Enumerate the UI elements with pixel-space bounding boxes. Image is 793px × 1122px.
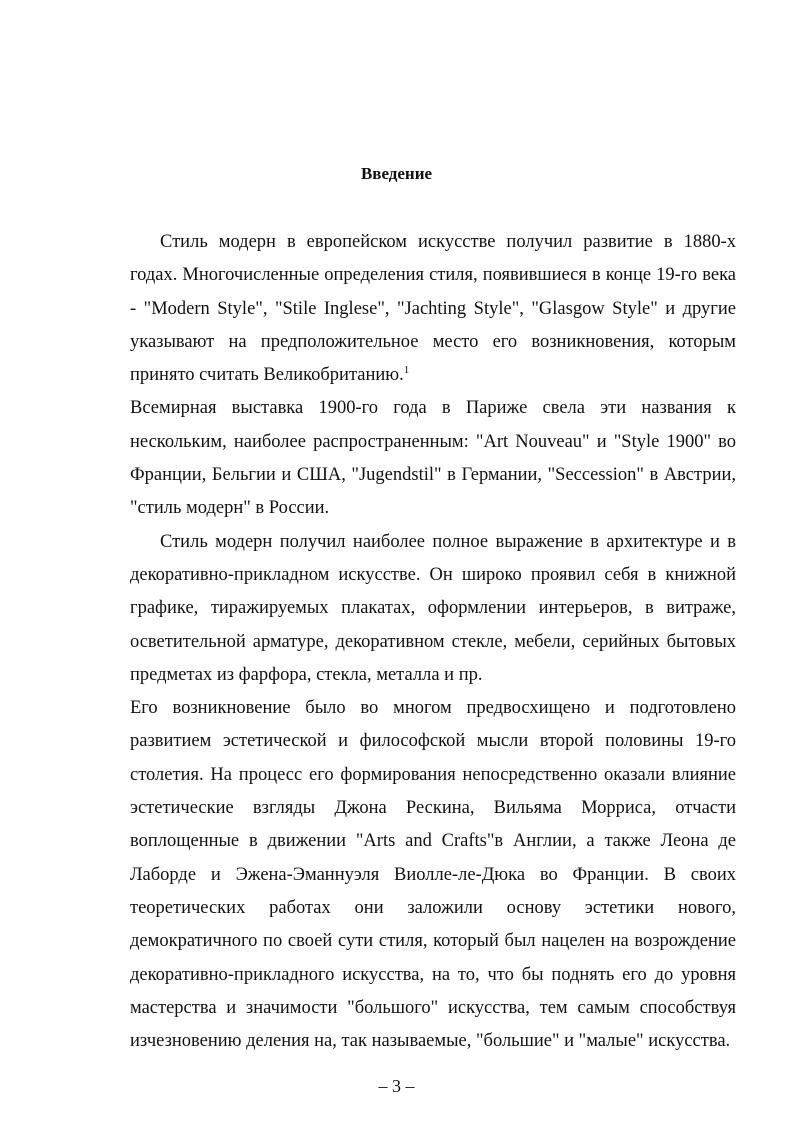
paragraph-2: Всемирная выставка 1900-го года в Париже свела эти названия к нескольким, наиболее распространенным: "Art Nouveau" и "Style 1900" во Франции, Бельгии и США, "Jugendstil" в Германии, "Seccession" в Австрии, "стиль модерн" в России. xyxy=(130,398,736,519)
paragraph-1-text: Стиль модерн в европейском искусстве получил развитие в 1880-х годах. Многочисленные определения стиля, появившиеся в конце 19-го века - "Modern Style", "Stile Inglese", "Jachting Style", "Glasgow Style" и другие указывают на предположительное место его возникновения, которым принято считать Великобританию. xyxy=(130,232,736,386)
body-text xyxy=(130,226,736,1058)
page-title: Введение xyxy=(360,164,433,183)
page-number: – 3 – xyxy=(378,1076,415,1096)
paragraph-4: Его возникновение было во многом предвосхищено и подготовлено развитием эстетической и философской мысли второй половины 19-го столетия. На процесс его формирования непосредственно оказали влияние эстетические взгляды Джона Рескина, Вильяма Морриса, отчасти воплощенные в движении "Arts and Crafts"в Англии, а также Леона де Лаборде и Эжена-Эманнуэля Виолле-ле-Дюка во Франции. В своих теоретических работах они заложили основу эстетики нового, демократичного по своей сути стиля, который был нацелен на возрождение декоративно-прикладного искусства, на то, что бы поднять его до уровня мастерства и значимости "большого" искусства, тем самым способствуя изчезновению деления на, так называемые, "большие" и "малые" искусства. xyxy=(130,698,736,1052)
footnote-marker: 1 xyxy=(403,364,410,377)
paragraph-3: Стиль модерн получил наиболее полное выражение в архитектуре и в декоративно-прикладном искусстве. Он широко проявил себя в книжной графике, тиражируемых плакатах, оформлении интерьеров, в витраже, осветительной арматуре, декоративном стекле, мебели, серийных бытовых предметах из фарфора, стекла, металла и пр. xyxy=(130,531,736,685)
paragraph-1 xyxy=(130,226,736,392)
